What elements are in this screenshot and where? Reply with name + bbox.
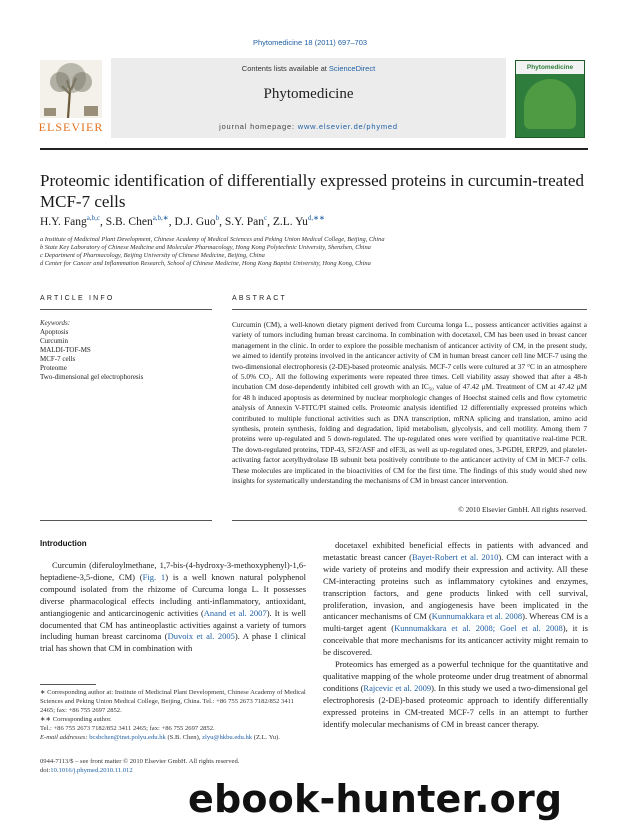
- email-owner: (S.B. Chen),: [167, 734, 201, 741]
- watermark-text: ebook-hunter.org: [188, 777, 563, 821]
- author[interactable]: H.Y. Fang: [40, 215, 87, 228]
- author-affiliation-marker[interactable]: a,b,c: [86, 214, 100, 222]
- citation-link[interactable]: Kunnumakkara et al. 2008; Goel et al. 2008: [394, 623, 563, 634]
- email-owner: (Z.L. Yu).: [253, 734, 280, 741]
- header-divider: [40, 148, 588, 150]
- author[interactable]: S.B. Chen: [105, 215, 153, 228]
- citation-link[interactable]: Anand et al. 2007: [203, 607, 267, 618]
- footnote-divider: [40, 684, 96, 685]
- author-list: H.Y. Fang$^{a,b,c}$, S.B. Chen$^{a,b,∗}$, D.J. Guo$^b$, S.Y. Pan$^c$, Z.L. $Yu^{d,∗∗}$: [40, 214, 325, 228]
- footnote-emails: [40, 733, 306, 742]
- keyword: Proteome: [40, 364, 67, 372]
- citation-link[interactable]: Fig. 1: [142, 571, 166, 582]
- citation-link[interactable]: Kunnumakkara et al. 2008: [431, 611, 523, 622]
- doi-line: doi:10.1016/j.phymed.2010.11.012: [40, 767, 133, 774]
- footnote-corresponding-2: ∗∗ Corresponding author.: [40, 716, 112, 723]
- citation-link[interactable]: Bayet-Robert et al. 2010: [411, 551, 499, 562]
- keyword: Curcumin: [40, 337, 68, 345]
- footnote-corresponding-1: ∗ Corresponding author at: Institute of Medicinal Plant Development, Chinese Academy of Medical Sciences and Peking Union Medical College, Beijing, China. Tel.: +86 755 2673 7182/852 3411 2465; fax: +86 755 2697 2852.: [40, 689, 306, 714]
- abstract-bottom-divider: [232, 520, 587, 521]
- homepage-prefix: journal homepage:: [219, 122, 298, 131]
- journal-title: Phytomedicine: [263, 86, 354, 102]
- keyword: MCF-7 cells: [40, 355, 76, 363]
- footnote-contact: Tel.: +86 755 2673 7182/852 3411 2465; fax: +86 755 2697 2852.: [40, 725, 215, 732]
- author[interactable]: D.J. Guo: [174, 215, 216, 228]
- introduction-heading: Introduction: [40, 539, 87, 548]
- abstract-text: Curcumin (CM), a well-known dietary pigment derived from Curcuma longa L., possess anticancer activities against a variety of tumors including human breast carcinoma. In combination with docetaxel, CM has been used in breast cancer management in the clinic. In order to explore the possible mechanism of anticancer activity of CM, in the present study, we aimed to identify proteins involved in the anticancer activity of CM in human breast cancer cell line MCF-7 using the two-dimensional electrophoresis (2-DE)-based proteomic analysis. MCF-7 cells were cultured at 37 °C in an atmosphere of 5.0% CO₂. All the following experiments were repeated three times. Cell viability assay showed that after a 48-h incubation CM dose-dependently inhibited cell growth with an IC₅₀ value of 47.42 μM. Treatment of CM at 47.42 μM for 48 h induced apoptosis as determined by nuclear morphologic changes of Hoechst stained cells and flow cytometric analysis of Annexin V-FITC/PI stained cells. Proteomic analysis identified 12 differentially expressed proteins which contributed to multiple functional activities such as DNA transcription, mRNA splicing and translation, amino acid synthesis, protein synthesis, folding and degradation, lipid metabolism, glycolysis, and cell motility. Among them 7 proteins were up-regulated and 5 down-regulated. The up-regulated ones were verified by quantitative real-time PCR. The down-regulated proteins, TDP-43, SF2/ASF and eIF3i, as well as up-regulated ones, 3-PGDH, ERP29, and platelet-activating factor acetylhydrolase IB subunit beta positively contribute to the anticancer activity of CM in MCF-7 cells. These molecules are implicated in the bioactivities of CM for the first time. The findings of this study would shed new insights for systematically understanding the mechanisms of CM in breast cancer intervention.: [232, 320, 587, 486]
- author-affiliation-marker[interactable]: d,∗∗: [307, 214, 325, 222]
- body-text: ), it is conceivable that more mechanisms for its anticancer activity might remain to be discovered.: [323, 623, 588, 658]
- body-text: ) is a well known natural polyphenol compound isolated from the rhizome of Curcuma longa L. It possesses diverse pharmacological effects including anti-inflammatory, antioxidant, antiangiogenic and anticarcinogenic activities (: [40, 571, 307, 618]
- cover-plant-image-icon: [524, 79, 576, 129]
- issn-line: 0944-7113/$ – see front matter © 2010 Elsevier GmbH. All rights reserved.: [40, 758, 240, 765]
- correspondence-footnotes: [40, 688, 306, 742]
- citation-link[interactable]: Rajcevic et al. 2009: [363, 682, 432, 693]
- article-info-divider: [40, 309, 212, 310]
- citation-link[interactable]: Duvoix et al. 2005: [167, 631, 235, 642]
- elsevier-tree-logo-icon: [40, 60, 102, 118]
- body-text: ). A phase I clinical trial has shown that CM in combination with: [40, 631, 306, 654]
- body-text: Curcumin (diferuloylmethane, 1,7-bis-(4-hydroxy-3-methoxyphenyl)-1,6-heptadiene-3,5-dione, CM) (: [40, 560, 306, 582]
- sciencedirect-link[interactable]: ScienceDirect: [328, 64, 376, 73]
- author-affiliation-marker[interactable]: b: [215, 214, 220, 222]
- keyword: Two-dimensional gel electrophoresis: [40, 373, 144, 381]
- contents-availability: [111, 64, 506, 73]
- contents-prefix: Contents lists available at: [241, 64, 329, 73]
- body-text: docetaxel exhibited beneficial effects in patients with advanced and metastatic breast cancer (: [323, 540, 588, 562]
- abstract-heading: ABSTRACT: [232, 295, 287, 302]
- body-text: ). CM can interact with a wide variety of proteins and modify their expression and activity. All these CM-interacting proteins such as inflammatory cytokines and enzymes, transcription factors, and gene products linked with cell survival, proliferation, invasion, and angiogenesis have been implicated in the anticancer mechanisms of CM (: [323, 551, 588, 622]
- body-text: Proteomics has emerged as a powerful technique for the quantitative and qualitative mapping of the whole proteome under drug treatment of abnormal conditions (: [323, 659, 588, 693]
- keyword: MALDI-TOF-MS: [40, 346, 91, 354]
- article-info-heading: ARTICLE INFO: [40, 295, 115, 302]
- affiliation-a: a Institute of Medicinal Plant Development, Chinese Academy of Medical Sciences and Peking Union Medical College, Beijing, China: [40, 236, 385, 243]
- email-label: E-mail addresses:: [40, 734, 88, 741]
- author[interactable]: S.Y. Pan: [224, 215, 264, 228]
- author-affiliation-marker[interactable]: a,b,∗: [152, 214, 169, 222]
- article-info-bottom-divider: [40, 520, 212, 521]
- introduction-right-column: [323, 540, 588, 731]
- elsevier-wordmark: ELSEVIER: [38, 120, 104, 134]
- journal-reference[interactable]: Phytomedicine 18 (2011) 697–703: [252, 38, 368, 47]
- body-text: ). It is well documented that CM has antineoplastic activities against a variety of tumors including human breast carcinoma (: [40, 607, 306, 642]
- journal-homepage: [111, 122, 506, 131]
- cover-title: Phytomedicine: [516, 61, 584, 74]
- doi-link[interactable]: 10.1016/j.phymed.2010.11.012: [50, 767, 133, 774]
- body-text: ). In this study we used a two-dimensional gel electrophoresis (2-DE)-based proteomic approach to identify differentially expressed proteins in CM-treated MCF-7 cells in an attempt to further identify molecular mechanisms of CM in breast cancer therapy.: [323, 682, 588, 729]
- keyword: Apoptosis: [40, 328, 69, 336]
- author[interactable]: Z.L. Yu: [272, 215, 308, 228]
- homepage-link[interactable]: www.elsevier.de/phymed: [297, 122, 398, 131]
- copyright-notice: © 2010 Elsevier GmbH. All rights reserved.: [458, 505, 587, 514]
- keywords-label: Keywords:: [40, 319, 71, 327]
- email-link[interactable]: bcsbchen@inet.polyu.edu.hk: [89, 734, 166, 741]
- affiliation-b: b State Key Laboratory of Chinese Medicine and Molecular Pharmacology, Hong Kong Polytechnic University, Shenzhen, China: [40, 244, 371, 251]
- email-link[interactable]: zlyu@hkbu.edu.hk: [202, 734, 253, 741]
- journal-cover-thumbnail[interactable]: [515, 60, 585, 138]
- author-affiliation-marker[interactable]: c: [264, 214, 268, 222]
- introduction-left-column: [40, 560, 306, 655]
- article-title: Proteomic identification of differentially expressed proteins in curcumin-treated MCF-7 cells: [40, 171, 584, 211]
- body-text: ). Whereas CM is a multi-target agent (: [323, 611, 589, 634]
- affiliation-d: d Center for Cancer and Inflammation Research, School of Chinese Medicine, Hong Kong Baptist University, Hong Kong, China: [40, 260, 371, 267]
- affiliation-c: c Department of Pharmacology, Beijing University of Chinese Medicine, Beijing, China: [40, 252, 265, 259]
- abstract-divider: [232, 309, 587, 310]
